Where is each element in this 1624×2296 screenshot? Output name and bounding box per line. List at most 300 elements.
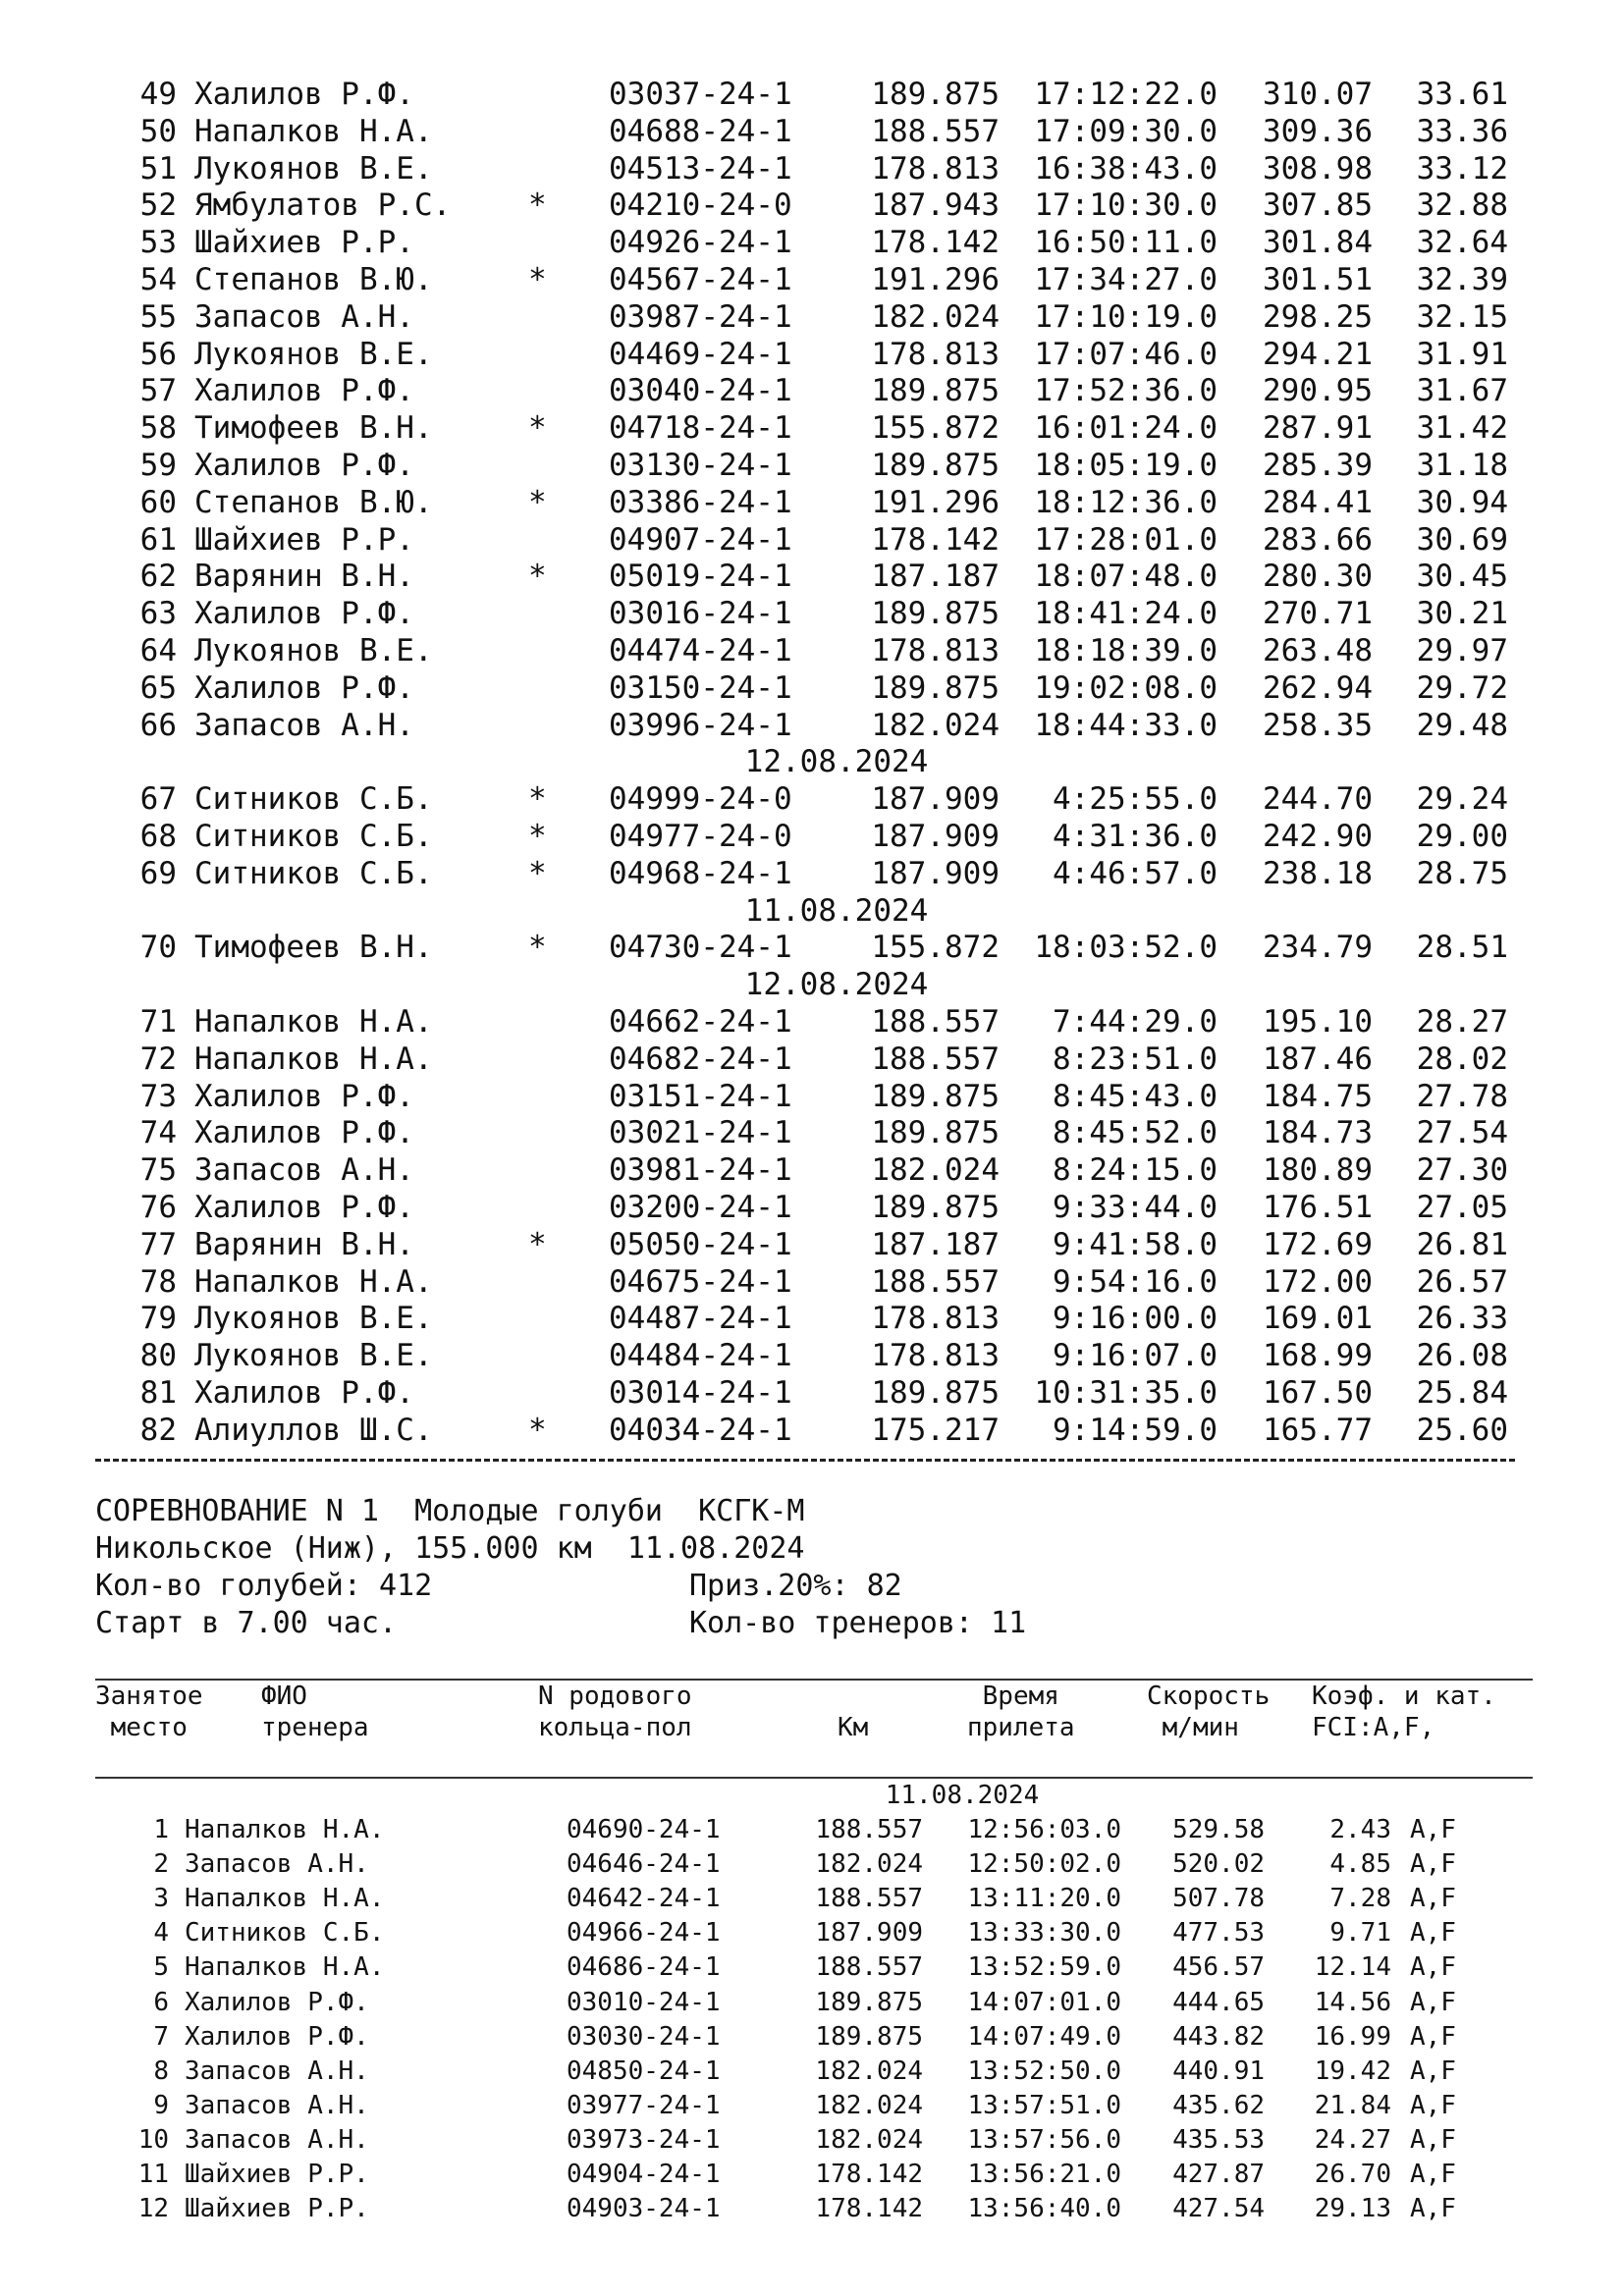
competition-location: Никольское (Ниж), 155.000 км 11.08.2024 <box>95 1531 805 1566</box>
cell-ring: 04662-24-1 <box>609 1004 792 1040</box>
cell-speed: 440.91 <box>1172 2056 1265 2086</box>
cell-km: 188.557 <box>871 1041 1000 1077</box>
cell-fio: Запасов А.Н. <box>185 2090 369 2120</box>
cell-km: 189.875 <box>871 596 1000 632</box>
cell-time: 12:50:02.0 <box>967 1849 1121 1880</box>
cell-time: 13:11:20.0 <box>967 1884 1121 1914</box>
cell-place: 59 <box>139 448 177 483</box>
prize-count: Приз.20%: 82 <box>689 1569 902 1603</box>
cell-fio: Запасов А.Н. <box>185 2056 369 2086</box>
cell-ring: 04730-24-1 <box>609 930 792 966</box>
cell-place: 7 <box>153 2021 169 2052</box>
table-row <box>0 485 1624 520</box>
cell-coef: 31.42 <box>1416 410 1508 447</box>
cell-fio: Халилов Р.Ф. <box>194 448 414 483</box>
table-row <box>0 1041 1624 1077</box>
cell-time: 17:10:30.0 <box>1034 187 1218 224</box>
cell-place: 51 <box>139 150 177 187</box>
cell-mark: * <box>528 559 547 595</box>
cell-place: 49 <box>139 77 177 112</box>
cell-coef: 27.05 <box>1416 1190 1508 1225</box>
cell-speed: 258.35 <box>1263 707 1373 743</box>
cell-place: 9 <box>153 2090 169 2120</box>
cell-place: 53 <box>139 225 177 261</box>
cell-speed: 168.99 <box>1263 1338 1373 1374</box>
cell-mark: * <box>528 262 547 297</box>
cell-km: 182.024 <box>815 2056 923 2086</box>
cell-ring: 03037-24-1 <box>609 77 792 112</box>
cell-place: 64 <box>139 633 177 668</box>
cell-fio: Шайхиев Р.Р. <box>185 2194 369 2224</box>
cell-ring: 04690-24-1 <box>567 1815 721 1844</box>
date-separator: 12.08.2024 <box>744 967 929 1003</box>
cell-place: 63 <box>139 596 177 632</box>
cell-place: 8 <box>153 2056 169 2086</box>
cell-km: 188.557 <box>871 1263 1000 1300</box>
cell-time: 8:23:51.0 <box>1053 1041 1218 1077</box>
cell-mark: * <box>528 187 547 224</box>
cell-speed: 443.82 <box>1172 2021 1265 2052</box>
cell-time: 9:14:59.0 <box>1053 1412 1218 1448</box>
cell-ring: 04850-24-1 <box>567 2056 721 2086</box>
cell-place: 72 <box>139 1041 177 1077</box>
cell-cat: A,F <box>1410 1952 1456 1983</box>
cell-km: 191.296 <box>871 262 1000 297</box>
cell-coef: 24.27 <box>1314 2124 1391 2155</box>
cell-coef: 28.02 <box>1416 1041 1508 1077</box>
cell-km: 188.557 <box>871 1004 1000 1040</box>
cell-place: 58 <box>139 410 177 447</box>
cell-place: 65 <box>139 669 177 706</box>
cell-time: 17:10:19.0 <box>1034 298 1218 335</box>
cell-fio: Запасов А.Н. <box>194 1152 414 1189</box>
cell-coef: 16.99 <box>1314 2021 1391 2052</box>
table-row <box>0 1301 1624 1336</box>
cell-fio: Ситников С.Б. <box>194 819 433 854</box>
table-row <box>0 1813 1624 1846</box>
cell-coef: 29.48 <box>1416 707 1508 743</box>
cell-km: 187.943 <box>871 187 1000 224</box>
cell-speed: 309.36 <box>1263 113 1373 149</box>
date-separator: 11.08.2024 <box>885 1781 1040 1810</box>
cell-coef: 28.51 <box>1416 930 1508 966</box>
cell-ring: 04966-24-1 <box>567 1918 721 1949</box>
cell-coef: 26.08 <box>1416 1338 1508 1374</box>
cell-place: 67 <box>139 781 177 818</box>
cell-time: 13:57:56.0 <box>967 2124 1121 2155</box>
cell-place: 69 <box>139 855 177 891</box>
cell-ring: 03016-24-1 <box>609 596 792 632</box>
cell-mark: * <box>528 484 547 520</box>
header-km: Км <box>838 1713 869 1742</box>
cell-km: 178.142 <box>815 2194 923 2224</box>
cell-fio: Шайхиев Р.Р. <box>194 521 414 558</box>
cell-place: 81 <box>139 1375 177 1411</box>
cell-coef: 27.54 <box>1416 1115 1508 1151</box>
cell-coef: 30.94 <box>1416 484 1508 520</box>
cell-km: 189.875 <box>871 1078 1000 1114</box>
cell-mark: * <box>528 410 547 447</box>
cell-ring: 03200-24-1 <box>609 1190 792 1225</box>
cell-km: 182.024 <box>815 2124 923 2155</box>
header-fio: ФИО тренера <box>261 1682 369 1742</box>
cell-fio: Лукоянов В.Е. <box>194 633 433 668</box>
cell-speed: 307.85 <box>1263 187 1373 224</box>
cell-place: 2 <box>153 1849 169 1880</box>
cell-time: 13:57:51.0 <box>967 2090 1121 2120</box>
cell-coef: 27.30 <box>1416 1152 1508 1189</box>
cell-ring: 04484-24-1 <box>609 1338 792 1374</box>
cell-ring: 05050-24-1 <box>609 1226 792 1262</box>
cell-km: 189.875 <box>871 77 1000 112</box>
cell-speed: 477.53 <box>1172 1918 1265 1949</box>
cell-time: 18:12:36.0 <box>1034 484 1218 520</box>
cell-time: 17:34:27.0 <box>1034 262 1218 297</box>
cell-km: 182.024 <box>871 298 1000 335</box>
table-row <box>0 187 1624 223</box>
cell-place: 78 <box>139 1263 177 1300</box>
cell-speed: 238.18 <box>1263 855 1373 891</box>
cell-coef: 4.85 <box>1329 1849 1391 1880</box>
cell-time: 13:52:50.0 <box>967 2056 1121 2086</box>
table-row <box>0 819 1624 854</box>
cell-coef: 30.69 <box>1416 521 1508 558</box>
cell-time: 17:09:30.0 <box>1034 113 1218 149</box>
cell-ring: 03030-24-1 <box>567 2021 721 2052</box>
cell-cat: A,F <box>1410 2124 1456 2155</box>
cell-fio: Степанов В.Ю. <box>194 262 433 297</box>
table-row <box>0 410 1624 446</box>
cell-place: 11 <box>137 2160 169 2189</box>
cell-speed: 435.62 <box>1172 2090 1265 2120</box>
cell-km: 188.557 <box>815 1884 923 1914</box>
cell-place: 66 <box>139 707 177 743</box>
cell-time: 16:38:43.0 <box>1034 150 1218 187</box>
table-row <box>0 1950 1624 1984</box>
cell-time: 19:02:08.0 <box>1034 669 1218 706</box>
cell-ring: 04642-24-1 <box>567 1884 721 1914</box>
cell-ring: 04567-24-1 <box>609 262 792 297</box>
cell-fio: Шайхиев Р.Р. <box>194 225 414 261</box>
cell-ring: 04903-24-1 <box>567 2194 721 2224</box>
cell-place: 71 <box>139 1004 177 1040</box>
table-row <box>0 2158 1624 2191</box>
cell-place: 52 <box>139 187 177 224</box>
cell-coef: 32.64 <box>1416 225 1508 261</box>
cell-fio: Напалков Н.А. <box>194 113 433 149</box>
cell-km: 191.296 <box>871 484 1000 520</box>
cell-time: 18:44:33.0 <box>1034 707 1218 743</box>
cell-coef: 32.39 <box>1416 262 1508 297</box>
cell-fio: Напалков Н.А. <box>194 1004 433 1040</box>
cell-speed: 301.51 <box>1263 262 1373 297</box>
cell-time: 4:46:57.0 <box>1053 855 1218 891</box>
cell-km: 189.875 <box>871 1190 1000 1225</box>
cell-place: 5 <box>153 1952 169 1983</box>
table-row <box>0 262 1624 297</box>
cell-coef: 29.72 <box>1416 669 1508 706</box>
cell-time: 8:45:52.0 <box>1053 1115 1218 1151</box>
cell-time: 18:07:48.0 <box>1034 559 1218 595</box>
cell-cat: A,F <box>1410 1987 1456 2017</box>
table-row <box>0 633 1624 668</box>
cell-fio: Ситников С.Б. <box>194 855 433 891</box>
cell-cat: A,F <box>1410 2160 1456 2189</box>
cell-speed: 283.66 <box>1263 521 1373 558</box>
cell-speed: 290.95 <box>1263 373 1373 409</box>
cell-place: 73 <box>139 1078 177 1114</box>
cell-km: 189.875 <box>871 669 1000 706</box>
cell-speed: 444.65 <box>1172 1987 1265 2017</box>
cell-cat: A,F <box>1410 1884 1456 1914</box>
cell-place: 54 <box>139 262 177 297</box>
table-row <box>0 1152 1624 1188</box>
cell-fio: Напалков Н.А. <box>185 1884 385 1914</box>
cell-place: 6 <box>153 1987 169 2017</box>
table-row <box>0 596 1624 631</box>
table-row <box>0 1079 1624 1114</box>
cell-coef: 29.24 <box>1416 781 1508 818</box>
cell-time: 13:56:40.0 <box>967 2194 1121 2224</box>
cell-km: 189.875 <box>871 373 1000 409</box>
cell-km: 178.142 <box>815 2160 923 2189</box>
cell-ring: 03973-24-1 <box>567 2124 721 2155</box>
cell-cat: A,F <box>1410 2021 1456 2052</box>
cell-speed: 262.94 <box>1263 669 1373 706</box>
cell-time: 9:54:16.0 <box>1053 1263 1218 1300</box>
cell-cat: A,F <box>1410 2056 1456 2086</box>
cell-place: 68 <box>139 819 177 854</box>
cell-coef: 31.91 <box>1416 336 1508 372</box>
competition-title: СОРЕВНОВАНИЕ N 1 Молодые голуби КСГК-М <box>95 1494 805 1528</box>
cell-speed: 287.91 <box>1263 410 1373 447</box>
cell-place: 50 <box>139 113 177 149</box>
cell-km: 187.187 <box>871 559 1000 595</box>
cell-fio: Напалков Н.А. <box>194 1263 433 1300</box>
cell-place: 80 <box>139 1338 177 1374</box>
cell-coef: 26.70 <box>1314 2160 1391 2189</box>
cell-speed: 184.75 <box>1263 1078 1373 1114</box>
cell-ring: 04474-24-1 <box>609 633 792 668</box>
cell-coef: 25.84 <box>1416 1375 1508 1411</box>
cell-ring: 03010-24-1 <box>567 1987 721 2017</box>
cell-speed: 427.54 <box>1172 2194 1265 2224</box>
cell-place: 56 <box>139 336 177 372</box>
cell-coef: 29.13 <box>1314 2194 1391 2224</box>
cell-cat: A,F <box>1410 2194 1456 2224</box>
cell-fio: Халилов Р.Ф. <box>194 1115 414 1151</box>
cell-time: 9:41:58.0 <box>1053 1226 1218 1262</box>
cell-coef: 14.56 <box>1314 1987 1391 2017</box>
cell-fio: Лукоянов В.Е. <box>194 1301 433 1337</box>
cell-speed: 308.98 <box>1263 150 1373 187</box>
cell-speed: 244.70 <box>1263 781 1373 818</box>
cell-time: 9:16:00.0 <box>1053 1301 1218 1337</box>
cell-fio: Варянин В.Н. <box>194 1226 414 1262</box>
table-row <box>0 670 1624 706</box>
cell-fio: Халилов Р.Ф. <box>185 1987 369 2017</box>
cell-speed: 184.73 <box>1263 1115 1373 1151</box>
cell-speed: 270.71 <box>1263 596 1373 632</box>
cell-speed: 180.89 <box>1263 1152 1373 1189</box>
cell-speed: 310.07 <box>1263 77 1373 112</box>
cell-coef: 12.14 <box>1314 1952 1391 1983</box>
cell-time: 14:07:49.0 <box>967 2021 1121 2052</box>
cell-ring: 04469-24-1 <box>609 336 792 372</box>
cell-speed: 520.02 <box>1172 1849 1265 1880</box>
cell-coef: 31.67 <box>1416 373 1508 409</box>
table-row <box>0 2089 1624 2122</box>
cell-place: 10 <box>137 2124 169 2155</box>
cell-fio: Тимофеев В.Н. <box>194 930 433 966</box>
cell-km: 178.142 <box>871 225 1000 261</box>
cell-speed: 165.77 <box>1263 1412 1373 1448</box>
cell-ring: 04034-24-1 <box>609 1412 792 1448</box>
cell-place: 55 <box>139 298 177 335</box>
cell-time: 17:28:01.0 <box>1034 521 1218 558</box>
table-row <box>0 1338 1624 1373</box>
cell-fio: Алиуллов Ш.С. <box>194 1412 433 1448</box>
table-row <box>0 337 1624 372</box>
table-row <box>0 2055 1624 2088</box>
cell-time: 10:31:35.0 <box>1034 1375 1218 1411</box>
cell-km: 178.813 <box>871 1338 1000 1374</box>
cell-fio: Запасов А.Н. <box>185 1849 369 1880</box>
cell-fio: Ямбулатов Р.С. <box>194 187 452 224</box>
cell-coef: 32.88 <box>1416 187 1508 224</box>
cell-time: 18:05:19.0 <box>1034 448 1218 483</box>
cell-ring: 03386-24-1 <box>609 484 792 520</box>
cell-fio: Запасов А.Н. <box>185 2124 369 2155</box>
cell-place: 57 <box>139 373 177 409</box>
cell-mark: * <box>528 781 547 818</box>
birds-count: Кол-во голубей: 412 <box>95 1569 433 1603</box>
cell-km: 175.217 <box>871 1412 1000 1448</box>
table-row <box>0 1847 1624 1881</box>
table-row <box>0 522 1624 558</box>
cell-ring: 04682-24-1 <box>609 1041 792 1077</box>
cell-speed: 294.21 <box>1263 336 1373 372</box>
cell-coef: 2.43 <box>1329 1815 1391 1844</box>
cell-fio: Запасов А.Н. <box>194 298 414 335</box>
cell-ring: 04999-24-0 <box>609 781 792 818</box>
date-separator: 12.08.2024 <box>744 744 929 780</box>
cell-mark: * <box>528 1226 547 1262</box>
cell-place: 61 <box>139 521 177 558</box>
cell-place: 1 <box>153 1815 169 1844</box>
cell-km: 187.187 <box>871 1226 1000 1262</box>
cell-coef: 33.61 <box>1416 77 1508 112</box>
cell-time: 18:18:39.0 <box>1034 633 1218 668</box>
cell-km: 182.024 <box>815 2090 923 2120</box>
cell-coef: 29.97 <box>1416 633 1508 668</box>
cell-km: 187.909 <box>871 819 1000 854</box>
cell-place: 76 <box>139 1190 177 1225</box>
cell-speed: 263.48 <box>1263 633 1373 668</box>
table-row <box>0 2020 1624 2054</box>
table-row <box>0 708 1624 743</box>
cell-ring: 03130-24-1 <box>609 448 792 483</box>
table-row <box>0 1916 1624 1949</box>
table-row <box>0 930 1624 965</box>
cell-place: 60 <box>139 484 177 520</box>
cell-speed: 195.10 <box>1263 1004 1373 1040</box>
header-speed: Скорость м/мин <box>1147 1682 1271 1742</box>
cell-ring: 05019-24-1 <box>609 559 792 595</box>
cell-place: 75 <box>139 1152 177 1189</box>
table-row <box>0 114 1624 149</box>
cell-coef: 28.27 <box>1416 1004 1508 1040</box>
cell-coef: 33.36 <box>1416 113 1508 149</box>
cell-place: 79 <box>139 1301 177 1337</box>
trainers-count: Кол-во тренеров: 11 <box>689 1606 1027 1640</box>
cell-speed: 187.46 <box>1263 1041 1373 1077</box>
cell-speed: 529.58 <box>1172 1815 1265 1844</box>
cell-coef: 26.33 <box>1416 1301 1508 1337</box>
cell-fio: Напалков Н.А. <box>194 1041 433 1077</box>
table-row <box>0 1227 1624 1262</box>
table-row <box>0 1986 1624 2019</box>
cell-time: 14:07:01.0 <box>967 1987 1121 2017</box>
cell-time: 18:03:52.0 <box>1034 930 1218 966</box>
header-ring: N родового кольца-пол <box>538 1682 692 1742</box>
header-coef: Коэф. и кат. FCI:A,F, <box>1312 1682 1496 1742</box>
cell-km: 189.875 <box>871 1375 1000 1411</box>
cell-time: 12:56:03.0 <box>967 1815 1121 1844</box>
cell-coef: 28.75 <box>1416 855 1508 891</box>
cell-place: 77 <box>139 1226 177 1262</box>
cell-place: 82 <box>139 1412 177 1448</box>
cell-place: 3 <box>153 1884 169 1914</box>
header-time: Время прилета <box>967 1682 1075 1742</box>
cell-time: 17:07:46.0 <box>1034 336 1218 372</box>
cell-km: 155.872 <box>871 410 1000 447</box>
cell-speed: 172.00 <box>1263 1263 1373 1300</box>
cell-time: 13:33:30.0 <box>967 1918 1121 1949</box>
cell-place: 12 <box>137 2194 169 2224</box>
cell-ring: 04718-24-1 <box>609 410 792 447</box>
cell-fio: Напалков Н.А. <box>185 1952 385 1983</box>
table-row <box>0 77 1624 112</box>
table-header-rule <box>95 1777 1533 1779</box>
cell-cat: A,F <box>1410 1815 1456 1844</box>
start-time: Старт в 7.00 час. <box>95 1606 398 1640</box>
cell-fio: Напалков Н.А. <box>185 1815 385 1844</box>
cell-fio: Халилов Р.Ф. <box>194 1375 414 1411</box>
cell-coef: 26.57 <box>1416 1263 1508 1300</box>
cell-coef: 21.84 <box>1314 2090 1391 2120</box>
cell-place: 70 <box>139 930 177 966</box>
cell-fio: Халилов Р.Ф. <box>194 77 414 112</box>
table-row <box>0 781 1624 817</box>
cell-fio: Халилов Р.Ф. <box>194 373 414 409</box>
cell-speed: 169.01 <box>1263 1301 1373 1337</box>
cell-fio: Халилов Р.Ф. <box>194 669 414 706</box>
cell-km: 178.142 <box>871 521 1000 558</box>
cell-km: 188.557 <box>871 113 1000 149</box>
cell-speed: 234.79 <box>1263 930 1373 966</box>
cell-ring: 03014-24-1 <box>609 1375 792 1411</box>
cell-ring: 03977-24-1 <box>567 2090 721 2120</box>
cell-km: 187.909 <box>815 1918 923 1949</box>
cell-speed: 285.39 <box>1263 448 1373 483</box>
cell-fio: Лукоянов В.Е. <box>194 336 433 372</box>
cell-mark: * <box>528 930 547 966</box>
cell-fio: Лукоянов В.Е. <box>194 150 433 187</box>
cell-ring: 03981-24-1 <box>609 1152 792 1189</box>
cell-time: 16:01:24.0 <box>1034 410 1218 447</box>
cell-km: 188.557 <box>815 1815 923 1844</box>
